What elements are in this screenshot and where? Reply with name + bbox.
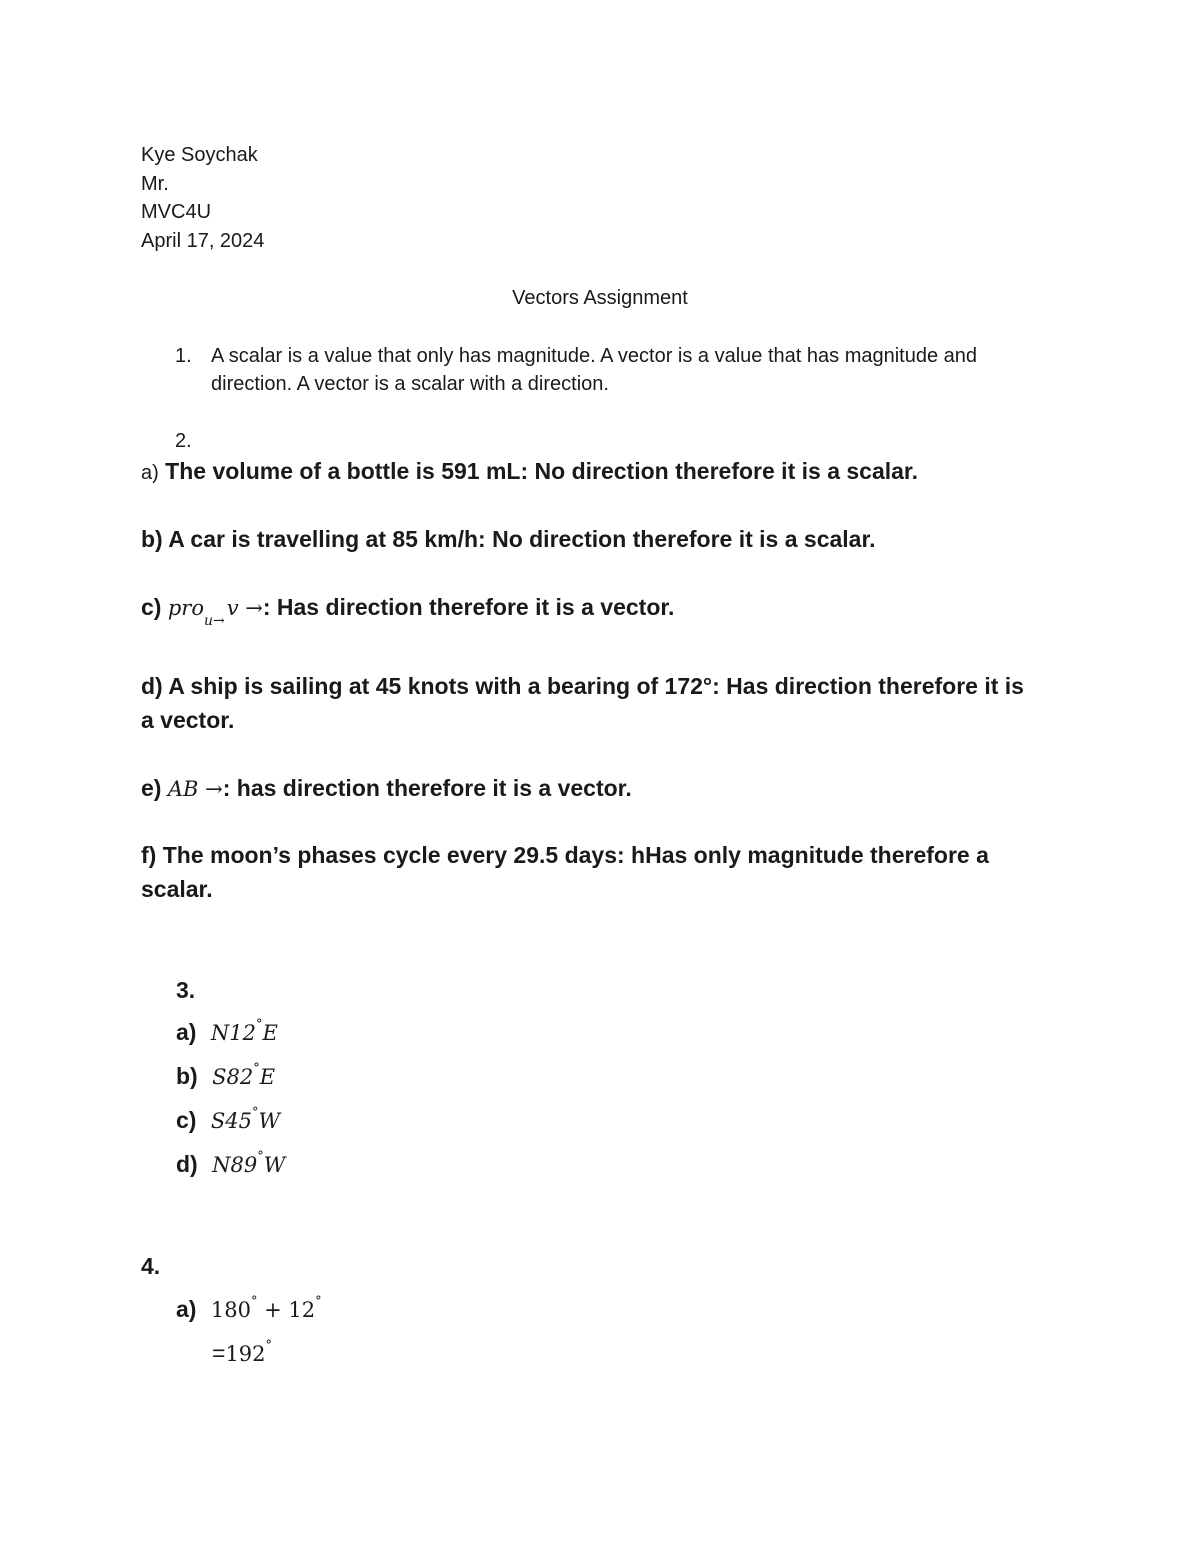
q2-d-text-line1: A ship is sailing at 45 knots with a bearing of 172°: Has direction therefore it is (162, 673, 1024, 699)
q3-b-bearing: S82°E (212, 1061, 276, 1089)
q2-item-d (141, 669, 1024, 703)
q3-item-a (176, 1015, 278, 1054)
q3-d-label: d) (176, 1151, 198, 1177)
q2-e-math: AB → (167, 777, 223, 801)
q2-d-text-line2: a vector. (141, 707, 235, 733)
q2-b-label: b) (141, 526, 163, 552)
course-code: MVC4U (141, 201, 212, 223)
q4-number: 4. (141, 1253, 161, 1279)
q3-number: 3. (176, 977, 196, 1003)
q2-c-math-sub: u→ (203, 613, 225, 629)
q3-a-bearing: N12°E (210, 1017, 278, 1045)
q1-answer-line1: A scalar is a value that only has magnitude. A vector is a value that has magnitude and (211, 345, 978, 367)
q2-e-text: : has direction therefore it is a vector. (222, 775, 632, 801)
teacher-name: Mr. (141, 173, 169, 195)
q4-item-a (176, 1292, 322, 1331)
q2-item-e (141, 771, 632, 806)
q2-a-label: a) (141, 462, 159, 484)
q2-d-label: d) (141, 673, 163, 699)
q2-number: 2. (175, 430, 192, 452)
q1-number: 1. (175, 345, 192, 367)
q3-b-label: b) (176, 1063, 198, 1089)
q2-c-math-proj: pro (167, 596, 204, 620)
q2-a-text: The volume of a bottle is 591 mL: No direction therefore it is a scalar. (158, 458, 918, 484)
q3-item-d (176, 1147, 285, 1186)
q4-a-expression: 180° + 12° (210, 1294, 322, 1322)
q3-item-c (176, 1103, 280, 1142)
student-name: Kye Soychak (141, 144, 258, 166)
assignment-date: April 17, 2024 (141, 230, 265, 252)
q3-a-label: a) (176, 1019, 197, 1045)
q2-item-c (141, 590, 674, 628)
q2-f-text-line1: The moon’s phases cycle every 29.5 days: hHas only magnitude therefore a (156, 842, 989, 868)
page-title: Vectors Assignment (512, 287, 688, 309)
q3-item-b (176, 1059, 275, 1098)
q2-c-text: : Has direction therefore it is a vector. (262, 594, 675, 620)
q3-d-bearing: N89°W (212, 1149, 286, 1177)
q2-b-text: A car is travelling at 85 km/h: No direction therefore it is a scalar. (162, 526, 876, 552)
q2-f-label: f) (141, 842, 157, 868)
q1-answer-line2: direction. A vector is a scalar with a direction. (211, 373, 609, 395)
q2-c-math-vector: v → (226, 596, 263, 620)
q2-item-b (141, 522, 876, 556)
q2-f-text-line2: scalar. (141, 876, 213, 902)
q3-c-label: c) (176, 1107, 197, 1133)
q2-item-f (141, 838, 989, 872)
q4-a-label: a) (176, 1296, 197, 1322)
q4-a-result: =192° (212, 1338, 273, 1366)
q2-item-a (141, 454, 918, 490)
q2-e-label: e) (141, 775, 168, 801)
q2-c-label: c) (141, 594, 168, 620)
q3-c-bearing: S45°W (210, 1105, 281, 1133)
